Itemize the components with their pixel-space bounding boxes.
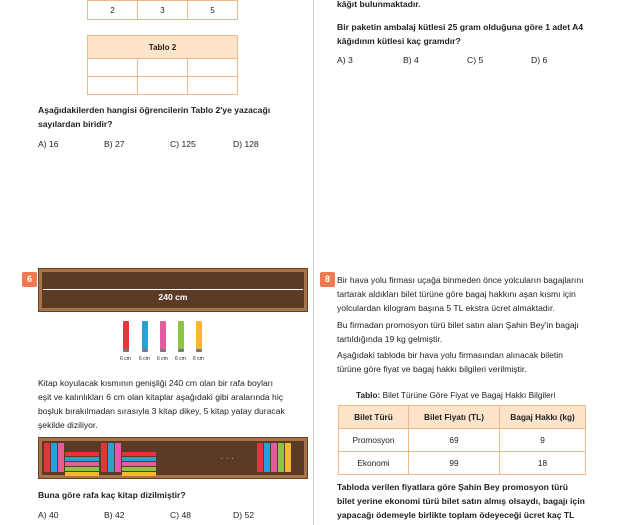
book-width-marker bbox=[196, 349, 202, 352]
question-body bbox=[38, 376, 306, 432]
option-d[interactable]: D) 128 bbox=[233, 139, 259, 149]
option-a[interactable]: A) 3 bbox=[337, 55, 353, 65]
vertical-book bbox=[101, 443, 107, 472]
option-d[interactable]: D) 52 bbox=[233, 510, 255, 520]
fragment-text: kâğıt bulunmaktadır. bbox=[337, 0, 421, 9]
question-text bbox=[337, 20, 583, 48]
body-line: Aşağıdaki tabloda bir hava yolu firmasından alınacak biletin bbox=[337, 350, 563, 360]
shelf-inner bbox=[42, 272, 304, 308]
book-width-label: 6 cm bbox=[139, 356, 150, 362]
vertical-book bbox=[271, 443, 277, 472]
question-text bbox=[337, 480, 607, 522]
table-row bbox=[339, 452, 586, 475]
body-line: tartarak aldıkları bilet türüne göre bagaj hakkını aşan kısmı için bbox=[337, 289, 576, 299]
table-1-last-row bbox=[87, 0, 238, 20]
ellipsis-dots: . . . bbox=[221, 455, 235, 461]
book-width-marker bbox=[178, 349, 184, 352]
vertical-book bbox=[257, 443, 263, 472]
option-b[interactable]: B) 42 bbox=[104, 510, 125, 520]
table-row bbox=[339, 429, 586, 452]
body-line: tartıldığında 19 kg gelmiştir. bbox=[337, 334, 443, 344]
horizontal-book bbox=[122, 467, 156, 471]
table-title bbox=[356, 390, 555, 400]
book-width-label: 6 cm bbox=[120, 356, 131, 362]
question-line: sayılardan biridir? bbox=[38, 119, 113, 129]
option-c[interactable]: C) 48 bbox=[170, 510, 192, 520]
question-line: bilet yerine ekonomi türü bilet satın almış olsaydı, bagajı için bbox=[337, 496, 585, 506]
vertical-book bbox=[278, 443, 284, 472]
table-cell bbox=[138, 77, 188, 95]
question-number-badge: 6 bbox=[22, 272, 37, 287]
shelf-width-label: 240 cm bbox=[158, 292, 188, 302]
table-cell: 5 bbox=[188, 1, 238, 20]
body-line: şekilde diziliyor. bbox=[38, 420, 98, 430]
vertical-book bbox=[115, 443, 121, 472]
body-line: boşluk bırakılmadan sırasıyla 3 kitap dikey, 5 kitap yatay duracak bbox=[38, 406, 285, 416]
vertical-book bbox=[51, 443, 57, 472]
question-body bbox=[337, 273, 607, 315]
book-width-marker bbox=[142, 349, 148, 352]
question-number-badge: 8 bbox=[320, 272, 335, 287]
horizontal-book bbox=[65, 452, 99, 456]
body-line: türüne göre fiyat ve bagaj hakkı bilgileri verilmiştir. bbox=[337, 364, 527, 374]
table-title-label: Tablo: bbox=[356, 390, 381, 400]
question-body bbox=[337, 348, 607, 376]
vertical-book bbox=[285, 443, 291, 472]
table-cell bbox=[88, 59, 138, 77]
body-line: eşit ve kalınlıkları 6 cm olan kitaplar aşağıdaki gibi aralarında hiç bbox=[38, 392, 284, 402]
question-text: Buna göre rafa kaç kitap dizilmiştir? bbox=[38, 490, 186, 500]
book bbox=[123, 321, 129, 351]
horizontal-book bbox=[65, 467, 99, 471]
vertical-book bbox=[44, 443, 50, 472]
table-cell: 18 bbox=[500, 452, 586, 475]
question-body bbox=[337, 318, 607, 346]
option-b[interactable]: B) 27 bbox=[104, 139, 125, 149]
horizontal-book bbox=[122, 457, 156, 461]
table-cell: Promosyon bbox=[339, 429, 409, 452]
table-header: Bagaj Hakkı (kg) bbox=[500, 406, 586, 429]
table-cell: 69 bbox=[409, 429, 500, 452]
table-header: Bilet Türü bbox=[339, 406, 409, 429]
shelf-arrangement-diagram bbox=[38, 437, 308, 479]
horizontal-book bbox=[122, 472, 156, 476]
column-divider bbox=[313, 0, 314, 525]
option-b[interactable]: B) 4 bbox=[403, 55, 419, 65]
horizontal-book bbox=[122, 452, 156, 456]
body-line: Bu firmadan promosyon türü bilet satın alan Şahin Bey'in bagajı bbox=[337, 320, 579, 330]
option-d[interactable]: D) 6 bbox=[531, 55, 548, 65]
option-c[interactable]: C) 125 bbox=[170, 139, 196, 149]
question-line: Bir paketin ambalaj kütlesi 25 gram olduğuna göre 1 adet A4 bbox=[337, 22, 584, 32]
option-a[interactable]: A) 40 bbox=[38, 510, 59, 520]
option-c[interactable]: C) 5 bbox=[467, 55, 484, 65]
table-2 bbox=[87, 35, 238, 95]
table-cell: 99 bbox=[409, 452, 500, 475]
vertical-book bbox=[108, 443, 114, 472]
table-cell bbox=[188, 59, 238, 77]
book bbox=[196, 321, 202, 351]
table-cell bbox=[188, 77, 238, 95]
horizontal-book bbox=[65, 462, 99, 466]
body-line: Kitap koyulacak kısmının genişliği 240 cm olan bir rafa boyları bbox=[38, 378, 274, 388]
book-width-marker bbox=[160, 349, 166, 352]
option-a[interactable]: A) 16 bbox=[38, 139, 59, 149]
book-width-label: 6 cm bbox=[157, 356, 168, 362]
table-cell: 9 bbox=[500, 429, 586, 452]
table-title-text: Bilet Türüne Göre Fiyat ve Bagaj Hakkı Bilgileri bbox=[380, 390, 556, 400]
table-header: Bilet Fiyatı (TL) bbox=[409, 406, 500, 429]
book-width-marker bbox=[123, 349, 129, 352]
table-cell: Ekonomi bbox=[339, 452, 409, 475]
table-cell: 3 bbox=[138, 1, 188, 20]
body-line: Bir hava yolu firması uçağa binmeden önce yolcuların bagajlarını bbox=[337, 275, 584, 285]
table-2-title: Tablo 2 bbox=[88, 36, 238, 59]
horizontal-book bbox=[65, 472, 99, 476]
question-line: Aşağıdakilerden hangisi öğrencilerin Tablo 2'ye yazacağı bbox=[38, 105, 271, 115]
horizontal-book bbox=[65, 457, 99, 461]
horizontal-book bbox=[122, 462, 156, 466]
book bbox=[178, 321, 184, 351]
book bbox=[142, 321, 148, 351]
question-line: kâğıdının kütlesi kaç gramdır? bbox=[337, 36, 461, 46]
book-width-label: 6 cm bbox=[193, 356, 204, 362]
vertical-book bbox=[58, 443, 64, 472]
book bbox=[160, 321, 166, 351]
body-line: yolculardan kilogram başına 5 TL ekstra ücret almaktadır. bbox=[337, 303, 555, 313]
table-cell: 2 bbox=[88, 1, 138, 20]
measure-line bbox=[43, 289, 303, 290]
question-line: yapacağı ödemeyle birlikte toplam ödeyeceği ücret kaç TL bbox=[337, 510, 575, 520]
question-line: Tabloda verilen fiyatlara göre Şahin Bey promosyon türü bbox=[337, 482, 568, 492]
question-text bbox=[38, 103, 270, 131]
ticket-table bbox=[338, 405, 586, 475]
table-cell bbox=[138, 59, 188, 77]
vertical-book bbox=[264, 443, 270, 472]
table-cell bbox=[88, 77, 138, 95]
book-width-label: 6 cm bbox=[175, 356, 186, 362]
shelf-diagram bbox=[38, 268, 308, 312]
